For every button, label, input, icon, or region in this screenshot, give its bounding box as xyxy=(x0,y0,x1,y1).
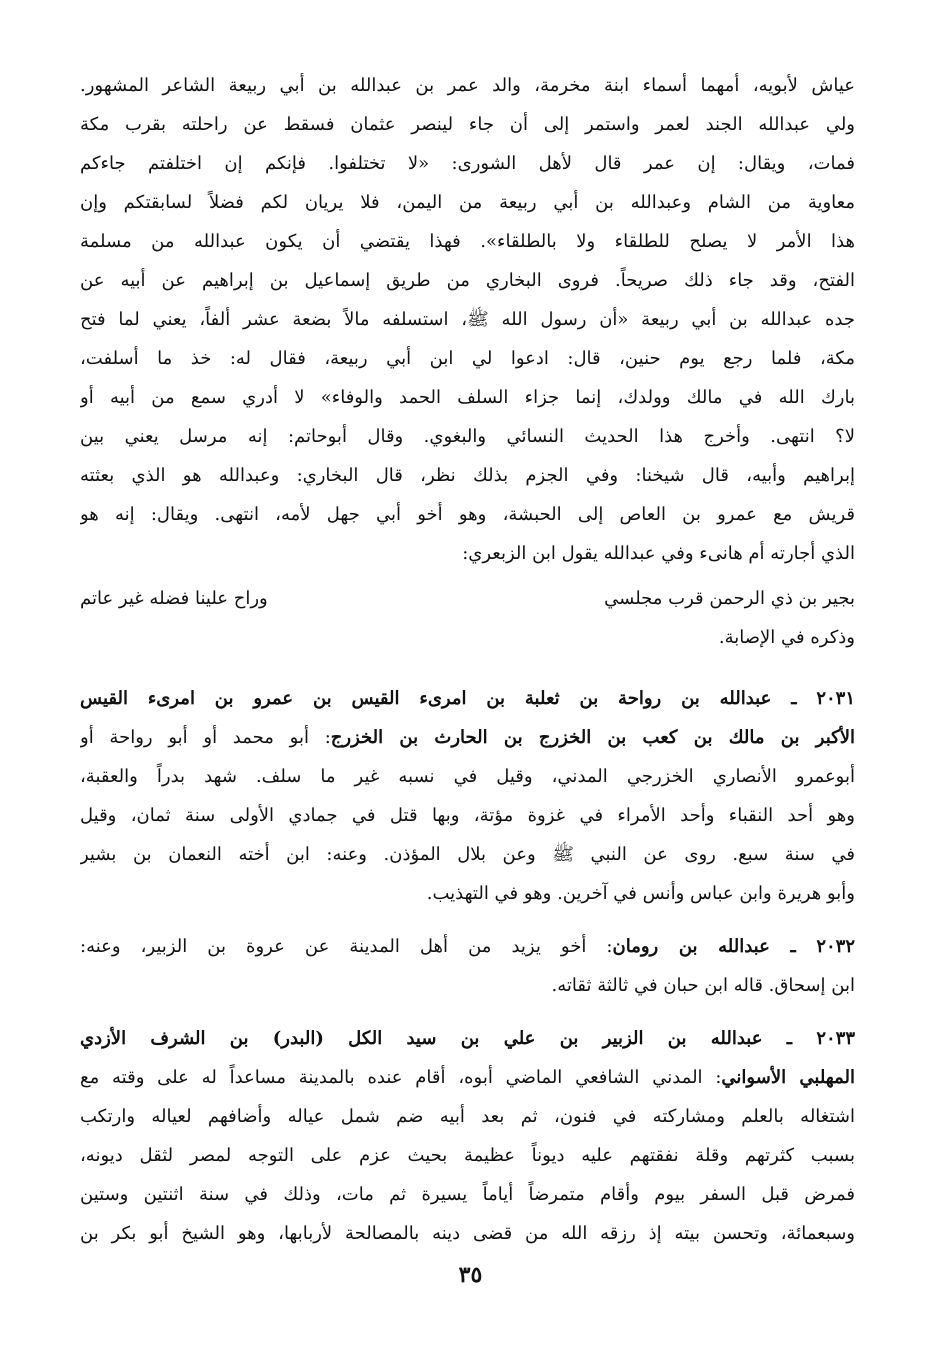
text-line: معاوية من الشام وعبدالله بن أبي ربيعة من اليمن، فلا يريان لكم فضلاً لسابقتكم وإن xyxy=(80,192,855,213)
entry-heading xyxy=(80,1019,855,1058)
text-line: مكة، فلما رجع يوم حنين، قال: ادعوا لي ابن أبي ربيعة، فقال له: خذ ما أسلفت، xyxy=(80,348,855,369)
entry-text: : أخو يزيد من أهل المدينة عن عروة بن الزبير، وعنه: xyxy=(80,936,613,957)
text-line: ولي عبدالله الجند لعمر واستمر إلى أن جاء لينصر عثمان فسقط عن راحلته بقرب مكة xyxy=(80,114,855,135)
text-line: أبوعمرو الأنصاري الخزرجي المدني، وقيل في نسبه غير ما سلف. شهد بدراً والعقبة، xyxy=(80,766,855,787)
entry-2033 xyxy=(80,1019,855,1253)
entry-number: ٢٠٣٢ xyxy=(816,936,855,957)
entry-title: عبدالله بن رواحة بن ثعلبة بن امرىء القيس بن عمرو بن امرىء القيس xyxy=(80,688,772,709)
entry-dash: ـ xyxy=(762,1028,817,1049)
text-line: ابن إسحاق. قاله ابن حبان في ثالثة ثقاته. xyxy=(551,975,855,996)
entry-2032 xyxy=(80,927,855,1005)
verse-first-hemistich: بجير بن ذي الرحمن قرب مجلسي xyxy=(604,588,855,609)
text-line: فمات، ويقال: إن عمر قال لأهل الشورى: «لا تختلفوا. فإنكم إن اختلفتم جاءكم xyxy=(80,153,855,174)
text-line xyxy=(80,1058,855,1097)
entry-heading xyxy=(80,679,855,718)
text-line: إبراهيم وأبيه، قال شيخنا: وفي الجزم بذلك نظر، قال البخاري: وعبدالله هو الذي بعثته xyxy=(80,465,855,486)
verse-second-hemistich: وراح علينا فضله غير عاتم xyxy=(80,588,268,609)
entry-title-cont: الأكبر بن مالك بن كعب بن الخزرج بن الحارث بن الخزرج xyxy=(330,727,855,748)
text-line: جده عبدالله بن أبي ربيعة «أن رسول الله ﷺ، استسلفه مالاً بضعة عشر ألفاً، يعني لما فتح xyxy=(80,309,855,330)
text-line: الذي أجارته أم هانىء وفي عبدالله يقول ابن الزبعري: xyxy=(462,543,855,564)
page-number: ٣٥ xyxy=(458,1262,483,1288)
text-line: وهو أحد النقباء وأحد الأمراء في غزوة مؤتة، وبها قتل في جمادي الأولى سنة ثمان، وقيل xyxy=(80,805,855,826)
text-line: وذكره في الإصابة. xyxy=(718,627,855,648)
entry-title-cont: المهلبي الأسواني xyxy=(721,1067,855,1088)
entry-dash: ـ xyxy=(771,688,817,709)
paragraph-continuation xyxy=(80,66,855,573)
entry-dash: ـ xyxy=(769,936,817,957)
entry-number: ٢٠٣١ xyxy=(816,688,855,709)
text-line: اشتغاله بالعلم ومشاركته في فنون، ثم بعد أبيه ضم شمل عياله وأضافهم لعياله وارتكب xyxy=(80,1106,855,1127)
text-line: الفتح، وقد جاء ذلك صريحاً. فروى البخاري من طريق إسماعيل بن إبراهيم عن أبيه عن xyxy=(80,270,855,291)
text-line: وأبو هريرة وابن عباس وأنس في آخرين. وهو في التهذيب. xyxy=(426,883,855,904)
entry-title: عبدالله بن رومان xyxy=(612,936,770,957)
entry-title: عبدالله بن الزبير بن علي بن سيد الكل (البدر) بن الشرف الأزدي xyxy=(80,1028,763,1049)
text-line: قريش مع عمرو بن العاص إلى الحبشة، وهو أخو أبي جهل لأمه، انتهى. ويقال: إنه هو xyxy=(80,504,855,525)
text-line xyxy=(80,718,855,757)
entry-heading xyxy=(80,927,855,966)
text-line: بارك الله في مالك وولدك، إنما جزاء السلف الحمد والوفاء» لا أدري سمع من أبيه أو xyxy=(80,387,855,408)
text-line: فمرض قبل السفر بيوم وأقام متمرضاً أياماً يسيرة ثم مات، وذلك في سنة اثنتين وستين xyxy=(80,1184,855,1205)
entry-2031 xyxy=(80,679,855,913)
text-line: في سنة سبع. روى عن النبي ﷺ وعن بلال المؤذن. وعنه: ابن أخته النعمان بن بشير xyxy=(80,844,855,865)
text-line: لا؟ انتهى. وأخرج هذا الحديث النسائي والبغوي. وقال أبوحاتم: إنه مرسل يعني بين xyxy=(80,426,855,447)
entry-number: ٢٠٣٣ xyxy=(816,1028,855,1049)
poetry-verse xyxy=(80,579,855,618)
entry-text: : المدني الشافعي الماضي أبوه، أقام عنده بالمدينة مساعداً له على وقته مع xyxy=(80,1067,722,1088)
text-line: هذا الأمر لا يصلح للطلقاء ولا بالطلقاء». فهذا يقتضي أن يكون عبدالله من مسلمة xyxy=(80,231,855,252)
page-body xyxy=(80,66,855,1253)
text-line: بسبب كثرتهم وقلة نفقتهم عليه ديوناً عظيمة بحيث عزم على التوجه لمصر لثقل ديونه، xyxy=(80,1145,855,1166)
entry-text: : أبو محمد أو أبو رواحة أو xyxy=(80,727,331,748)
text-line: وسبعمائة، وتحسن بيته إذ رزقه الله من قضى دينه بالمصالحة لأربابها، وهو الشيخ أبو بكر بن xyxy=(80,1223,855,1244)
text-line: عياش لأبويه، أمهما أسماء ابنة مخرمة، والد عمر بن عبدالله بن أبي ربيعة الشاعر المشهور. xyxy=(80,75,855,96)
